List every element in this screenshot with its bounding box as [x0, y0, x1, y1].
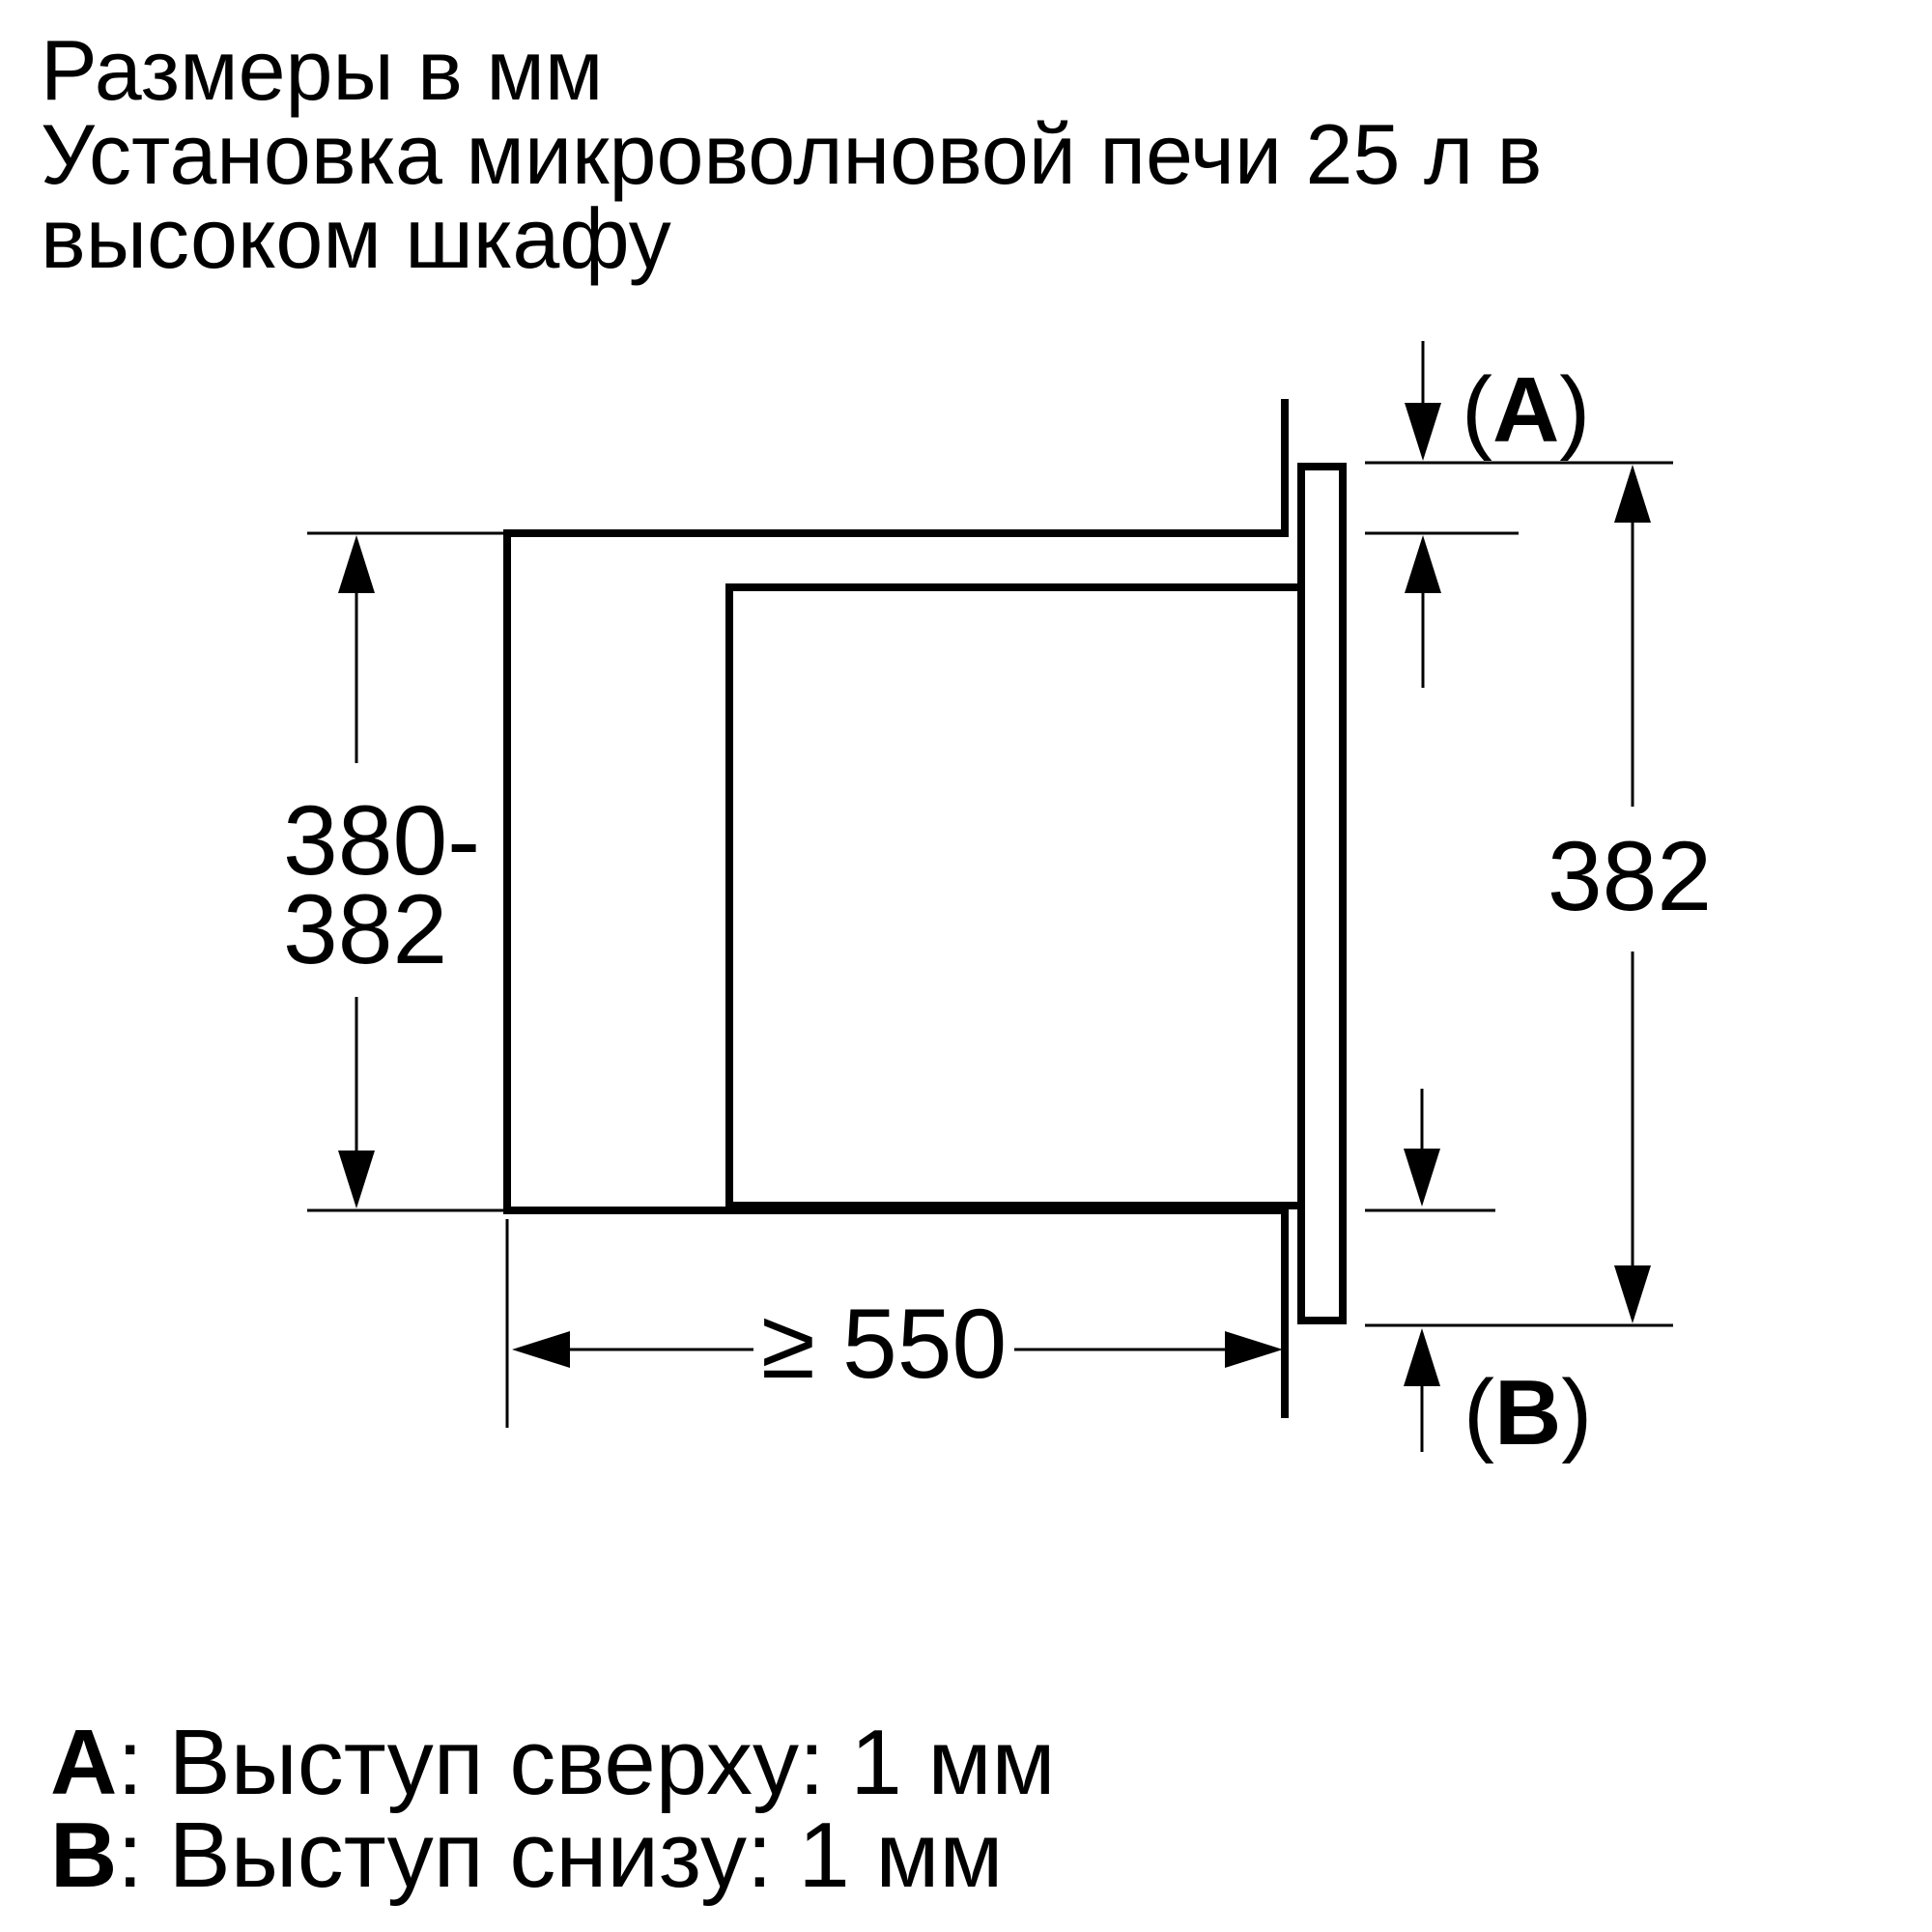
dimension-niche-depth: [507, 1219, 1283, 1428]
niche-depth-value: ≥ 550: [760, 1289, 1008, 1399]
footnotes: [50, 1711, 1055, 1907]
note-b: [50, 1804, 1003, 1907]
note-b-key: B: [50, 1804, 118, 1907]
arrowhead-down: [1405, 403, 1441, 461]
front-height-value: 382: [1547, 821, 1713, 931]
label-b: [1463, 1361, 1592, 1464]
label-b-paren-close: ): [1561, 1361, 1593, 1464]
page-title: [41, 22, 1542, 286]
note-a-key: A: [50, 1711, 118, 1814]
arrowhead-down: [1614, 1265, 1651, 1323]
microwave-body-outline: [729, 587, 1305, 1206]
label-a-letter: A: [1492, 358, 1560, 462]
title-line-2: Установка микроволновой печи 25 л в: [41, 106, 1543, 202]
label-a-paren-open: (: [1462, 358, 1492, 462]
note-a: [50, 1711, 1055, 1814]
niche-height-value-line1: 380-: [283, 785, 481, 895]
arrowhead-right: [1225, 1331, 1283, 1368]
arrowhead-up: [338, 535, 375, 593]
title-line-1: Размеры в мм: [41, 22, 604, 118]
label-b-paren-open: (: [1463, 1361, 1494, 1464]
niche-height-value-line2: 382: [283, 874, 448, 984]
cabinet-drawing: [507, 399, 1343, 1418]
arrowhead-up: [1404, 1328, 1440, 1386]
microwave-door-panel: [1301, 467, 1343, 1321]
arrowhead-down: [1404, 1149, 1440, 1207]
title-line-3: высоком шкафу: [41, 190, 671, 286]
arrowhead-left: [512, 1331, 570, 1368]
label-b-letter: B: [1493, 1361, 1562, 1464]
arrowhead-up: [1405, 535, 1441, 593]
arrowhead-up: [1614, 465, 1651, 523]
cabinet-niche-outline: [507, 399, 1285, 1418]
dimension-niche-height: [283, 533, 526, 1210]
label-a-paren-close: ): [1559, 358, 1591, 462]
note-b-text: : Выступ снизу: 1 мм: [117, 1804, 1004, 1907]
arrowhead-down: [338, 1151, 375, 1208]
label-a: [1462, 358, 1590, 462]
dimension-front-height: [1548, 465, 1712, 1323]
note-a-text: : Выступ сверху: 1 мм: [117, 1711, 1056, 1814]
